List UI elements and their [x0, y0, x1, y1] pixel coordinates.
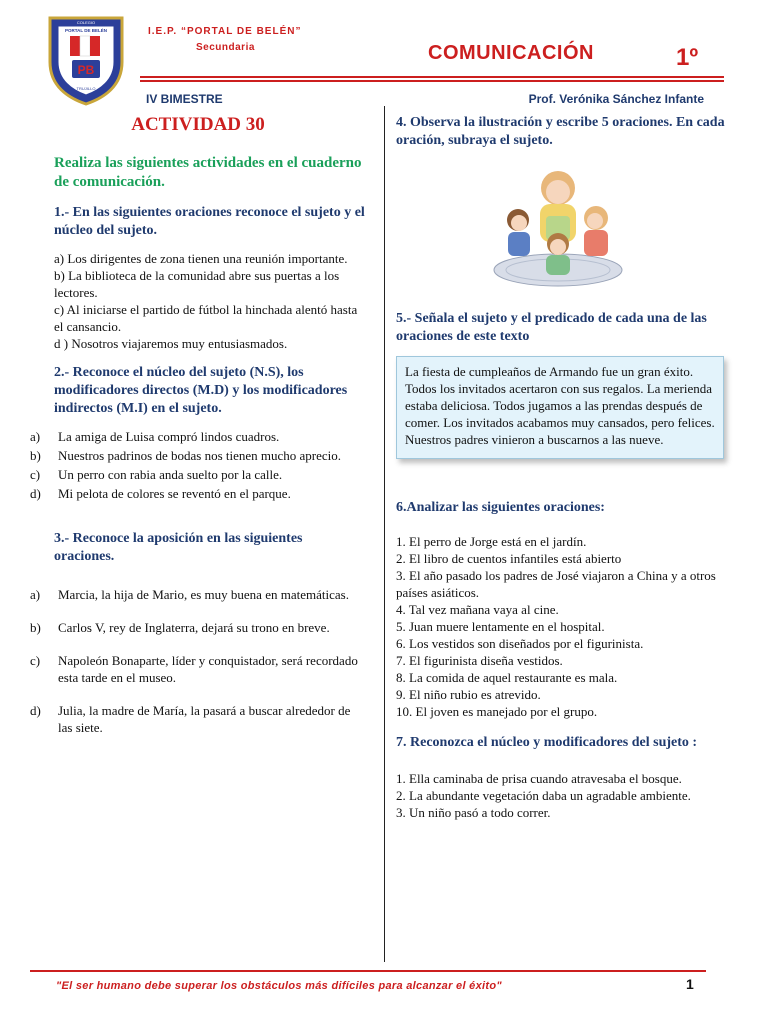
list-item: d ) Nosotros viajaremos muy entusiasmados. [54, 336, 288, 351]
activity-title: ACTIVIDAD 30 [131, 114, 265, 135]
footer-quote: "El ser humano debe superar los obstáculos más difíciles para alcanzar el éxito" [56, 980, 502, 992]
question-7-list [396, 770, 728, 821]
list-item: c) Al iniciarse el partido de fútbol la hinchada alentó hasta el cansancio. [54, 302, 358, 334]
item-text: Napoleón Bonaparte, líder y conquistador, será recordado esta tarde en el museo. [58, 653, 358, 685]
list-item: 7. El figurinista diseña vestidos. [396, 653, 563, 668]
item-label: d) [30, 486, 41, 501]
bimestre-label: IV BIMESTRE [146, 92, 223, 106]
logo-text-bottom: TRUJILLO [76, 86, 96, 91]
instruction-text: Realiza las siguientes actividades en el cuaderno de comunicación. [54, 155, 362, 190]
school-name: I.E.P. “PORTAL DE BELÉN” [148, 26, 302, 37]
children-party-illustration [488, 160, 628, 290]
list-item [30, 652, 366, 686]
list-item [30, 586, 366, 603]
item-text: Mi pelota de colores se reventó en el parque. [58, 486, 291, 501]
item-label: a) [30, 429, 41, 444]
list-item: 1. El perro de Jorge está en el jardín. [396, 534, 587, 549]
list-item [30, 466, 366, 483]
grade-label: 1º [676, 44, 699, 71]
list-item: 4. Tal vez mañana vaya al cine. [396, 602, 559, 617]
item-text: La amiga de Luisa compró lindos cuadros. [58, 429, 280, 444]
logo-initials: PB [77, 63, 95, 77]
list-item: 5. Juan muere lentamente en el hospital. [396, 619, 605, 634]
list-item [30, 485, 366, 502]
question-2-list [30, 428, 366, 502]
list-item: 9. El niño rubio es atrevido. [396, 687, 541, 702]
list-item: 2. La abundante vegetación daba un agradable ambiente. [396, 788, 691, 803]
list-item [30, 428, 366, 445]
question-7-heading: 7. Reconozca el núcleo y modificadores del sujeto : [396, 735, 698, 750]
footer-rule [30, 970, 706, 972]
header-rule-top [140, 76, 724, 78]
logo-text-top: COLEGIO [76, 20, 96, 25]
list-item: a) Los dirigentes de zona tienen una reunión importante. [54, 251, 348, 266]
list-item: 2. El libro de cuentos infantiles está abierto [396, 551, 622, 566]
item-label: b) [30, 620, 41, 635]
question-6-list [396, 533, 728, 720]
question-1-list [54, 250, 366, 352]
question-1-heading: 1.- En las siguientes oraciones reconoce el sujeto y el núcleo del sujeto. [54, 205, 365, 238]
item-text: Nuestros padrinos de bodas nos tienen mucho aprecio. [58, 448, 342, 463]
logo-text-name: PORTAL DE BELÉN [64, 28, 108, 33]
list-item: 3. Un niño pasó a todo correr. [396, 805, 551, 820]
list-item [30, 702, 366, 736]
list-item: 1. Ella caminaba de prisa cuando atravesaba el bosque. [396, 771, 682, 786]
question-5-heading: 5.- Señala el sujeto y el predicado de cada una de las oraciones de este texto [396, 311, 707, 344]
list-item [30, 447, 366, 464]
question-3-list [30, 586, 366, 736]
school-crest-logo [46, 14, 126, 106]
list-item [30, 619, 366, 636]
item-text: Julia, la madre de María, la pasará a buscar alrededor de las siete. [58, 703, 351, 735]
question-6-heading: 6.Analizar las siguientes oraciones: [396, 500, 605, 515]
list-item: b) La biblioteca de la comunidad abre sus puertas a los lectores. [54, 268, 340, 300]
list-item: 3. El año pasado los padres de José viajaron a China y a otros países asiáticos. [396, 568, 716, 600]
header-rule-bottom [140, 80, 724, 82]
item-text: Un perro con rabia anda suelto por la calle. [58, 467, 283, 482]
school-level: Secundaria [196, 42, 255, 53]
page-number: 1 [686, 976, 694, 992]
question-2-heading: 2.- Reconoce el núcleo del sujeto (N.S), los modificadores directos (M.D) y los modificadores indirectos (M.I) en el sujeto. [54, 365, 348, 416]
item-label: d) [30, 703, 41, 718]
list-item: 10. El joven es manejado por el grupo. [396, 704, 598, 719]
item-label: c) [30, 467, 41, 482]
item-text: Carlos V, rey de Inglaterra, dejará su trono en breve. [58, 620, 330, 635]
question-3-heading: 3.- Reconoce la aposición en las siguientes oraciones. [54, 531, 303, 564]
item-label: c) [30, 653, 41, 668]
item-label: b) [30, 448, 41, 463]
subject-title: COMUNICACIÓN [428, 42, 594, 64]
left-column [30, 114, 366, 752]
item-text: Marcia, la hija de Mario, es muy buena en matemáticas. [58, 587, 349, 602]
item-label: a) [30, 587, 41, 602]
teacher-name: Prof. Verónika Sánchez Infante [528, 92, 704, 106]
list-item: 6. Los vestidos son diseñados por el figurinista. [396, 636, 644, 651]
list-item: 8. La comida de aquel restaurante es mala. [396, 670, 618, 685]
reading-text-box: La fiesta de cumpleaños de Armando fue un gran éxito. Todos los invitados acertaron con sus regalos. La merienda estaba deliciosa. Todos jugamos a las prendas después de comer. Los invitados acabamos muy cansados, pero felices. Nuestros padres vinieron a buscarnos a las nueve. [396, 356, 724, 459]
column-divider [384, 106, 385, 962]
question-4-heading: 4. Observa la ilustración y escribe 5 oraciones. En cada oración, subraya el sujeto. [396, 115, 725, 148]
right-column [396, 114, 728, 835]
